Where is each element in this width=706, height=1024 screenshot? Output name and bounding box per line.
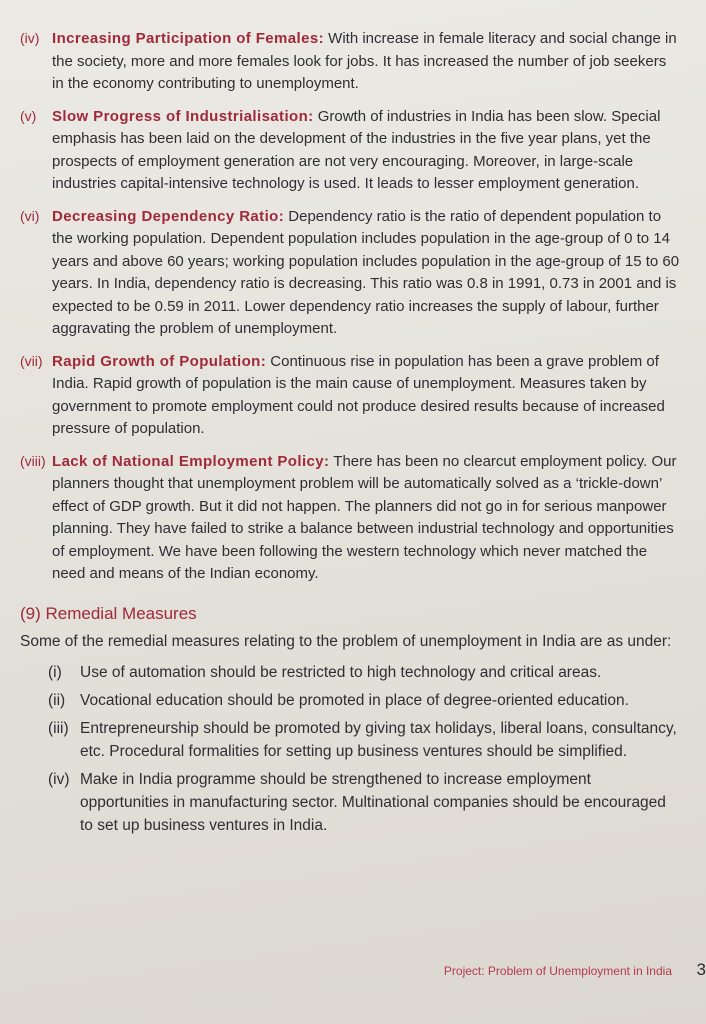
item-heading: Lack of National Employment Policy: bbox=[52, 452, 330, 470]
measure-number: (i) bbox=[48, 663, 62, 681]
measure-number: (iv) bbox=[48, 770, 70, 788]
item-text: There has been no clearcut employment policy. Our planners thought that unemployment problem will be automatically solved as a ‘trickle-down’ effect of GDP growth. But it did not happen. The planners did not go in for serious manpower planning. They have failed to strike a balance between industrial technology and opportunities of employment. We have been following the western technology which never matched the need and means of the Indian economy. bbox=[52, 452, 677, 582]
intro-text: Some of the remedial measures relating to the problem of unemployment in India are as under: bbox=[20, 632, 672, 650]
item-heading: Rapid Growth of Population: bbox=[52, 352, 267, 370]
measures-list bbox=[20, 661, 682, 837]
item-heading: Decreasing Dependency Ratio: bbox=[52, 207, 285, 225]
item-heading: Slow Progress of Industrialisation: bbox=[52, 107, 314, 125]
item-text: Growth of industries in India has been slow. Special emphasis has been laid on the development of the industries in the five year plans, yet the prospects of employment generation are not very encouraging. Moreover, in large-scale industries capital-intensive technology is used. It leads to lesser employment generation. bbox=[52, 107, 661, 192]
item-text: Dependency ratio is the ratio of dependent population to the working population. Dependent population includes population in the age-group of 0 to 14 years and above 60 years; working population includes population in the age-group of 15 to 60 years. In India, dependency ratio is decreasing. This ratio was 0.8 in 1991, 0.73 in 2001 and is expected to be 0.59 in 2011. Lower dependency ratio increases the supply of labour, further aggravating the problem of unemployment. bbox=[52, 207, 680, 337]
item-text: With increase in female literacy and social change in the society, more and more females look for jobs. It has increased the number of job seekers in the economy contributing to unemployment. bbox=[52, 30, 677, 92]
item-text: Continuous rise in population has been a grave problem of India. Rapid growth of population is the main cause of unemployment. Measures taken by government to promote employment could not produce desired results because of increased pressure of population. bbox=[52, 352, 665, 437]
page-number: 3 bbox=[696, 960, 706, 979]
measure-text: Entrepreneurship should be promoted by giving tax holidays, liberal loans, consultancy, etc. Procedural formalities for setting up business ventures should be simplified. bbox=[80, 719, 677, 760]
measure-item bbox=[48, 689, 682, 712]
measure-text: Make in India programme should be strengthened to increase employment opportunities in manufacturing sector. Multinational companies should be encouraged to set up business ventures in India. bbox=[80, 770, 666, 834]
cause-item bbox=[20, 28, 682, 96]
item-number: (iv) bbox=[20, 30, 40, 46]
measure-number: (iii) bbox=[48, 719, 69, 737]
section-title: (9) Remedial Measures bbox=[20, 603, 197, 623]
item-number: (v) bbox=[20, 107, 37, 124]
item-number: (viii) bbox=[20, 452, 46, 469]
cause-item bbox=[20, 351, 682, 441]
section-intro bbox=[20, 630, 682, 653]
measure-text: Use of automation should be restricted to high technology and critical areas. bbox=[80, 663, 602, 681]
measure-item bbox=[48, 661, 682, 684]
measure-item bbox=[48, 717, 682, 763]
cause-item bbox=[20, 451, 682, 586]
measure-item bbox=[48, 768, 682, 837]
cause-item bbox=[20, 206, 682, 341]
item-heading: Increasing Participation of Females: bbox=[52, 30, 324, 47]
measure-text: Vocational education should be promoted in place of degree-oriented education. bbox=[80, 691, 629, 709]
cause-item bbox=[20, 106, 682, 196]
measure-number: (ii) bbox=[48, 691, 66, 709]
footer-project-title: Project: Problem of Unemployment in India bbox=[443, 964, 672, 978]
item-number: (vi) bbox=[20, 207, 40, 224]
item-number: (vii) bbox=[20, 352, 43, 369]
causes-list bbox=[20, 28, 682, 586]
